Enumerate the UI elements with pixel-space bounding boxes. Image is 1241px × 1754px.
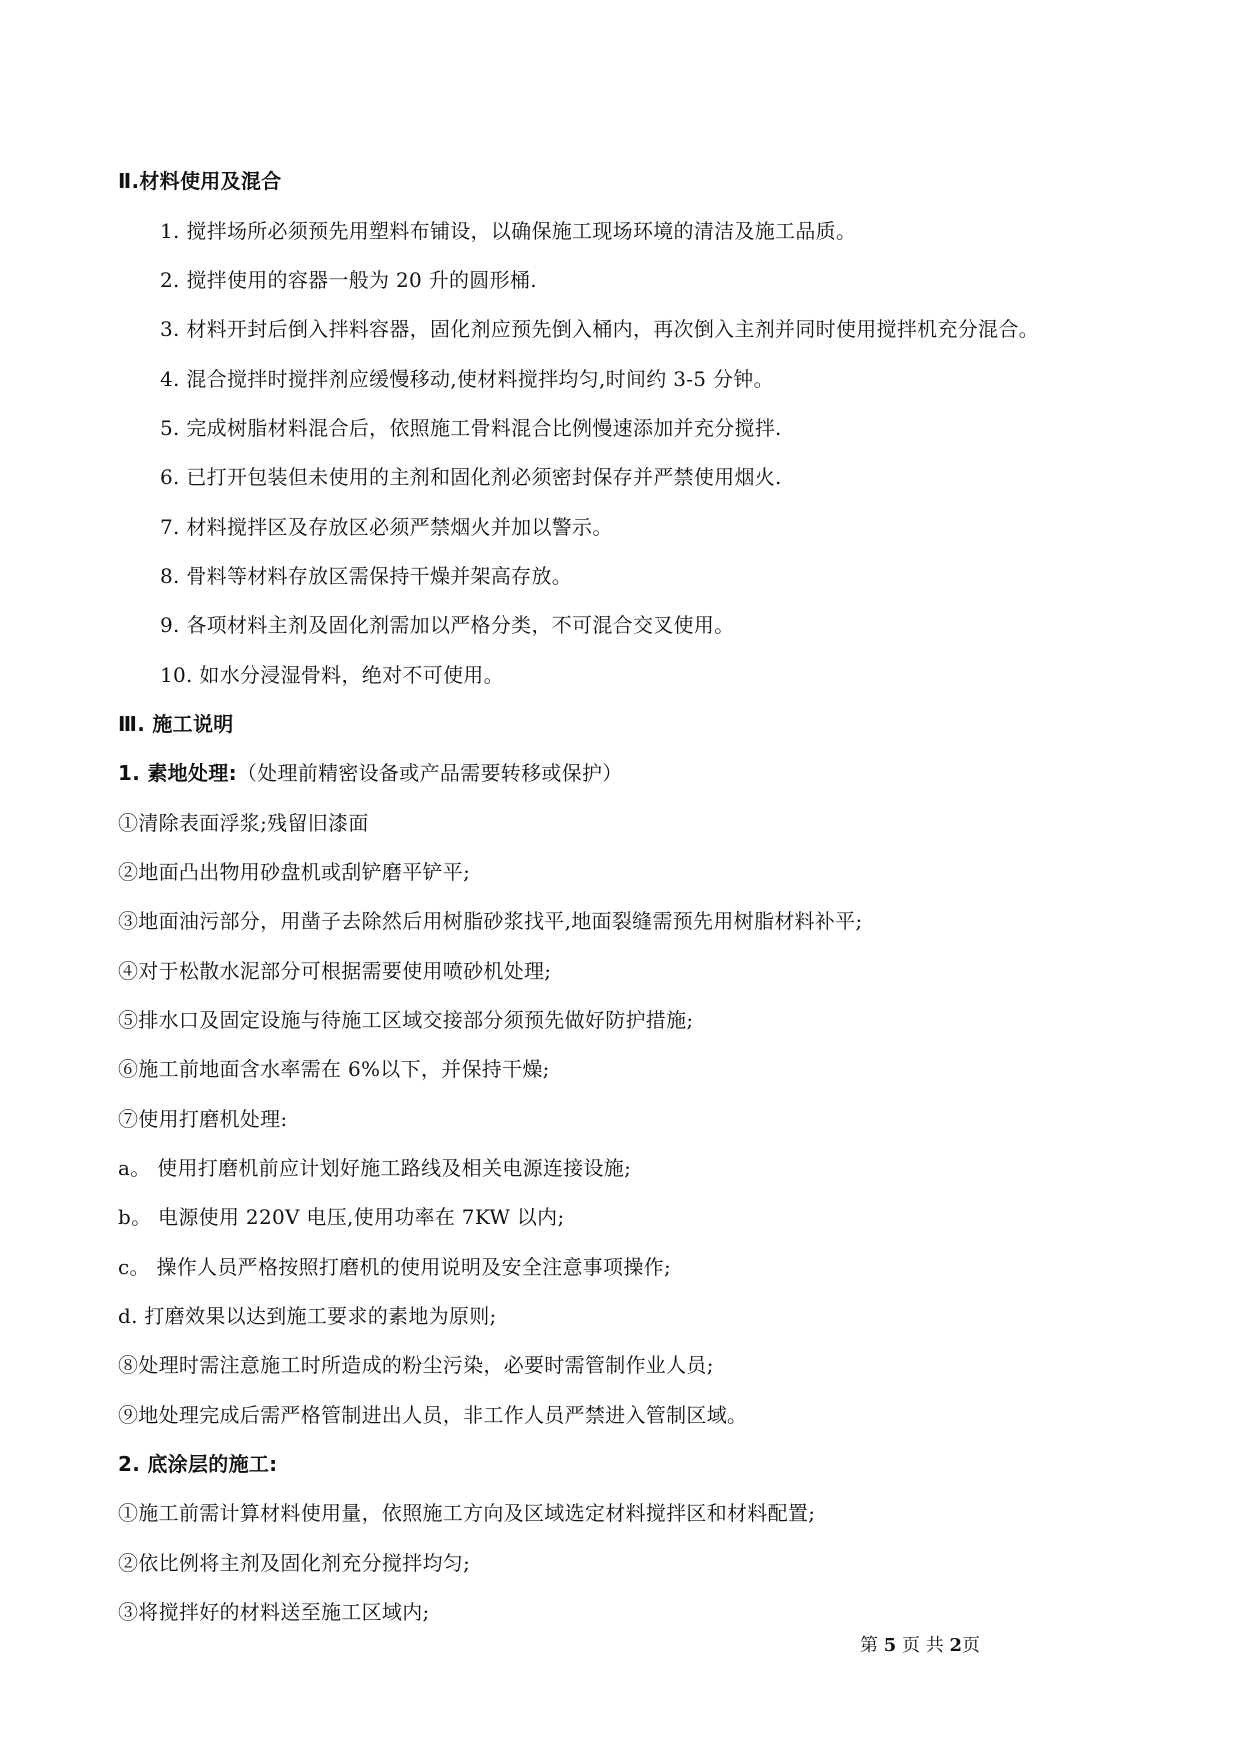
section-2-item-1: 1. 搅拌场所必须预先用塑料布铺设，以确保施工现场环境的清洁及施工品质。 [160,219,857,243]
subsection-1-item-4: ④对于松散水泥部分可根据需要使用喷砂机处理; [118,959,552,983]
subsection-1-item-6: ⑥施工前地面含水率需在 6%以下，并保持干燥; [118,1057,550,1081]
subsection-1-item-1: ①清除表面浮浆;残留旧漆面 [118,811,369,835]
section-2-item-9: 9. 各项材料主剂及固化剂需加以严格分类，不可混合交叉使用。 [160,613,735,637]
subsection-1-heading [118,760,623,786]
subsection-2-item-3: ③将搅拌好的材料送至施工区域内; [118,1600,430,1624]
subsection-1-item-7c: c。 操作人员严格按照打磨机的使用说明及安全注意事项操作; [118,1255,671,1279]
section-3-title: Ⅲ. 施工说明 [118,712,234,736]
section-2-item-10: 10. 如水分浸湿骨料，绝对不可使用。 [160,663,504,687]
subsection-1-item-3: ③地面油污部分，用凿子去除然后用树脂砂浆找平,地面裂缝需预先用树脂材料补平; [118,909,863,933]
footer-prefix: 第 [860,1635,878,1656]
subsection-2-heading: 2. 底涂层的施工: [118,1452,278,1476]
section-2-item-7: 7. 材料搅拌区及存放区必须严禁烟火并加以警示。 [160,515,613,539]
subsection-1-item-2: ②地面凸出物用砂盘机或刮铲磨平铲平; [118,860,471,884]
page-footer [860,1634,980,1658]
subsection-1-note: （处理前精密设备或产品需要转移或保护） [236,761,623,785]
section-2-item-3: 3. 材料开封后倒入拌料容器，固化剂应预先倒入桶内，再次倒入主剂并同时使用搅拌机充分混合。 [160,317,1039,341]
section-2-item-4: 4. 混合搅拌时搅拌剂应缓慢移动,使材料搅拌均匀,时间约 3-5 分钟。 [160,367,774,391]
subsection-1-item-7a: a。 使用打磨机前应计划好施工路线及相关电源连接设施; [118,1156,632,1180]
footer-suffix: 页 [962,1635,980,1656]
footer-middle: 页 共 [902,1635,944,1656]
subsection-1-label: 1. 素地处理: [118,761,237,785]
section-2-item-5: 5. 完成树脂材料混合后，依照施工骨料混合比例慢速添加并充分搅拌. [160,416,782,440]
subsection-1-item-5: ⑤排水口及固定设施与待施工区域交接部分须预先做好防护措施; [118,1008,694,1032]
subsection-1-item-8: ⑧处理时需注意施工时所造成的粉尘污染，必要时需管制作业人员; [118,1353,714,1377]
section-2-item-6: 6. 已打开包装但未使用的主剂和固化剂必须密封保存并严禁使用烟火. [160,465,782,489]
footer-page-number: 5 [883,1635,897,1656]
subsection-2-item-1: ①施工前需计算材料使用量，依照施工方向及区域选定材料搅拌区和材料配置; [118,1501,816,1525]
section-2-item-2: 2. 搅拌使用的容器一般为 20 升的圆形桶. [160,268,537,292]
section-2-item-8: 8. 骨料等材料存放区需保持干燥并架高存放。 [160,564,573,588]
subsection-1-item-7b: b。 电源使用 220V 电压,使用功率在 7KW 以内; [118,1205,565,1229]
section-2-title: Ⅱ.材料使用及混合 [118,169,282,193]
subsection-1-item-9: ⑨地处理完成后需严格管制进出人员，非工作人员严禁进入管制区域。 [118,1403,748,1427]
subsection-1-item-7d: d. 打磨效果以达到施工要求的素地为原则; [118,1304,497,1328]
footer-total-pages: 2 [949,1635,962,1656]
subsection-2-item-2: ②依比例将主剂及固化剂充分搅拌均匀; [118,1551,471,1575]
subsection-1-item-7: ⑦使用打磨机处理: [118,1107,288,1131]
